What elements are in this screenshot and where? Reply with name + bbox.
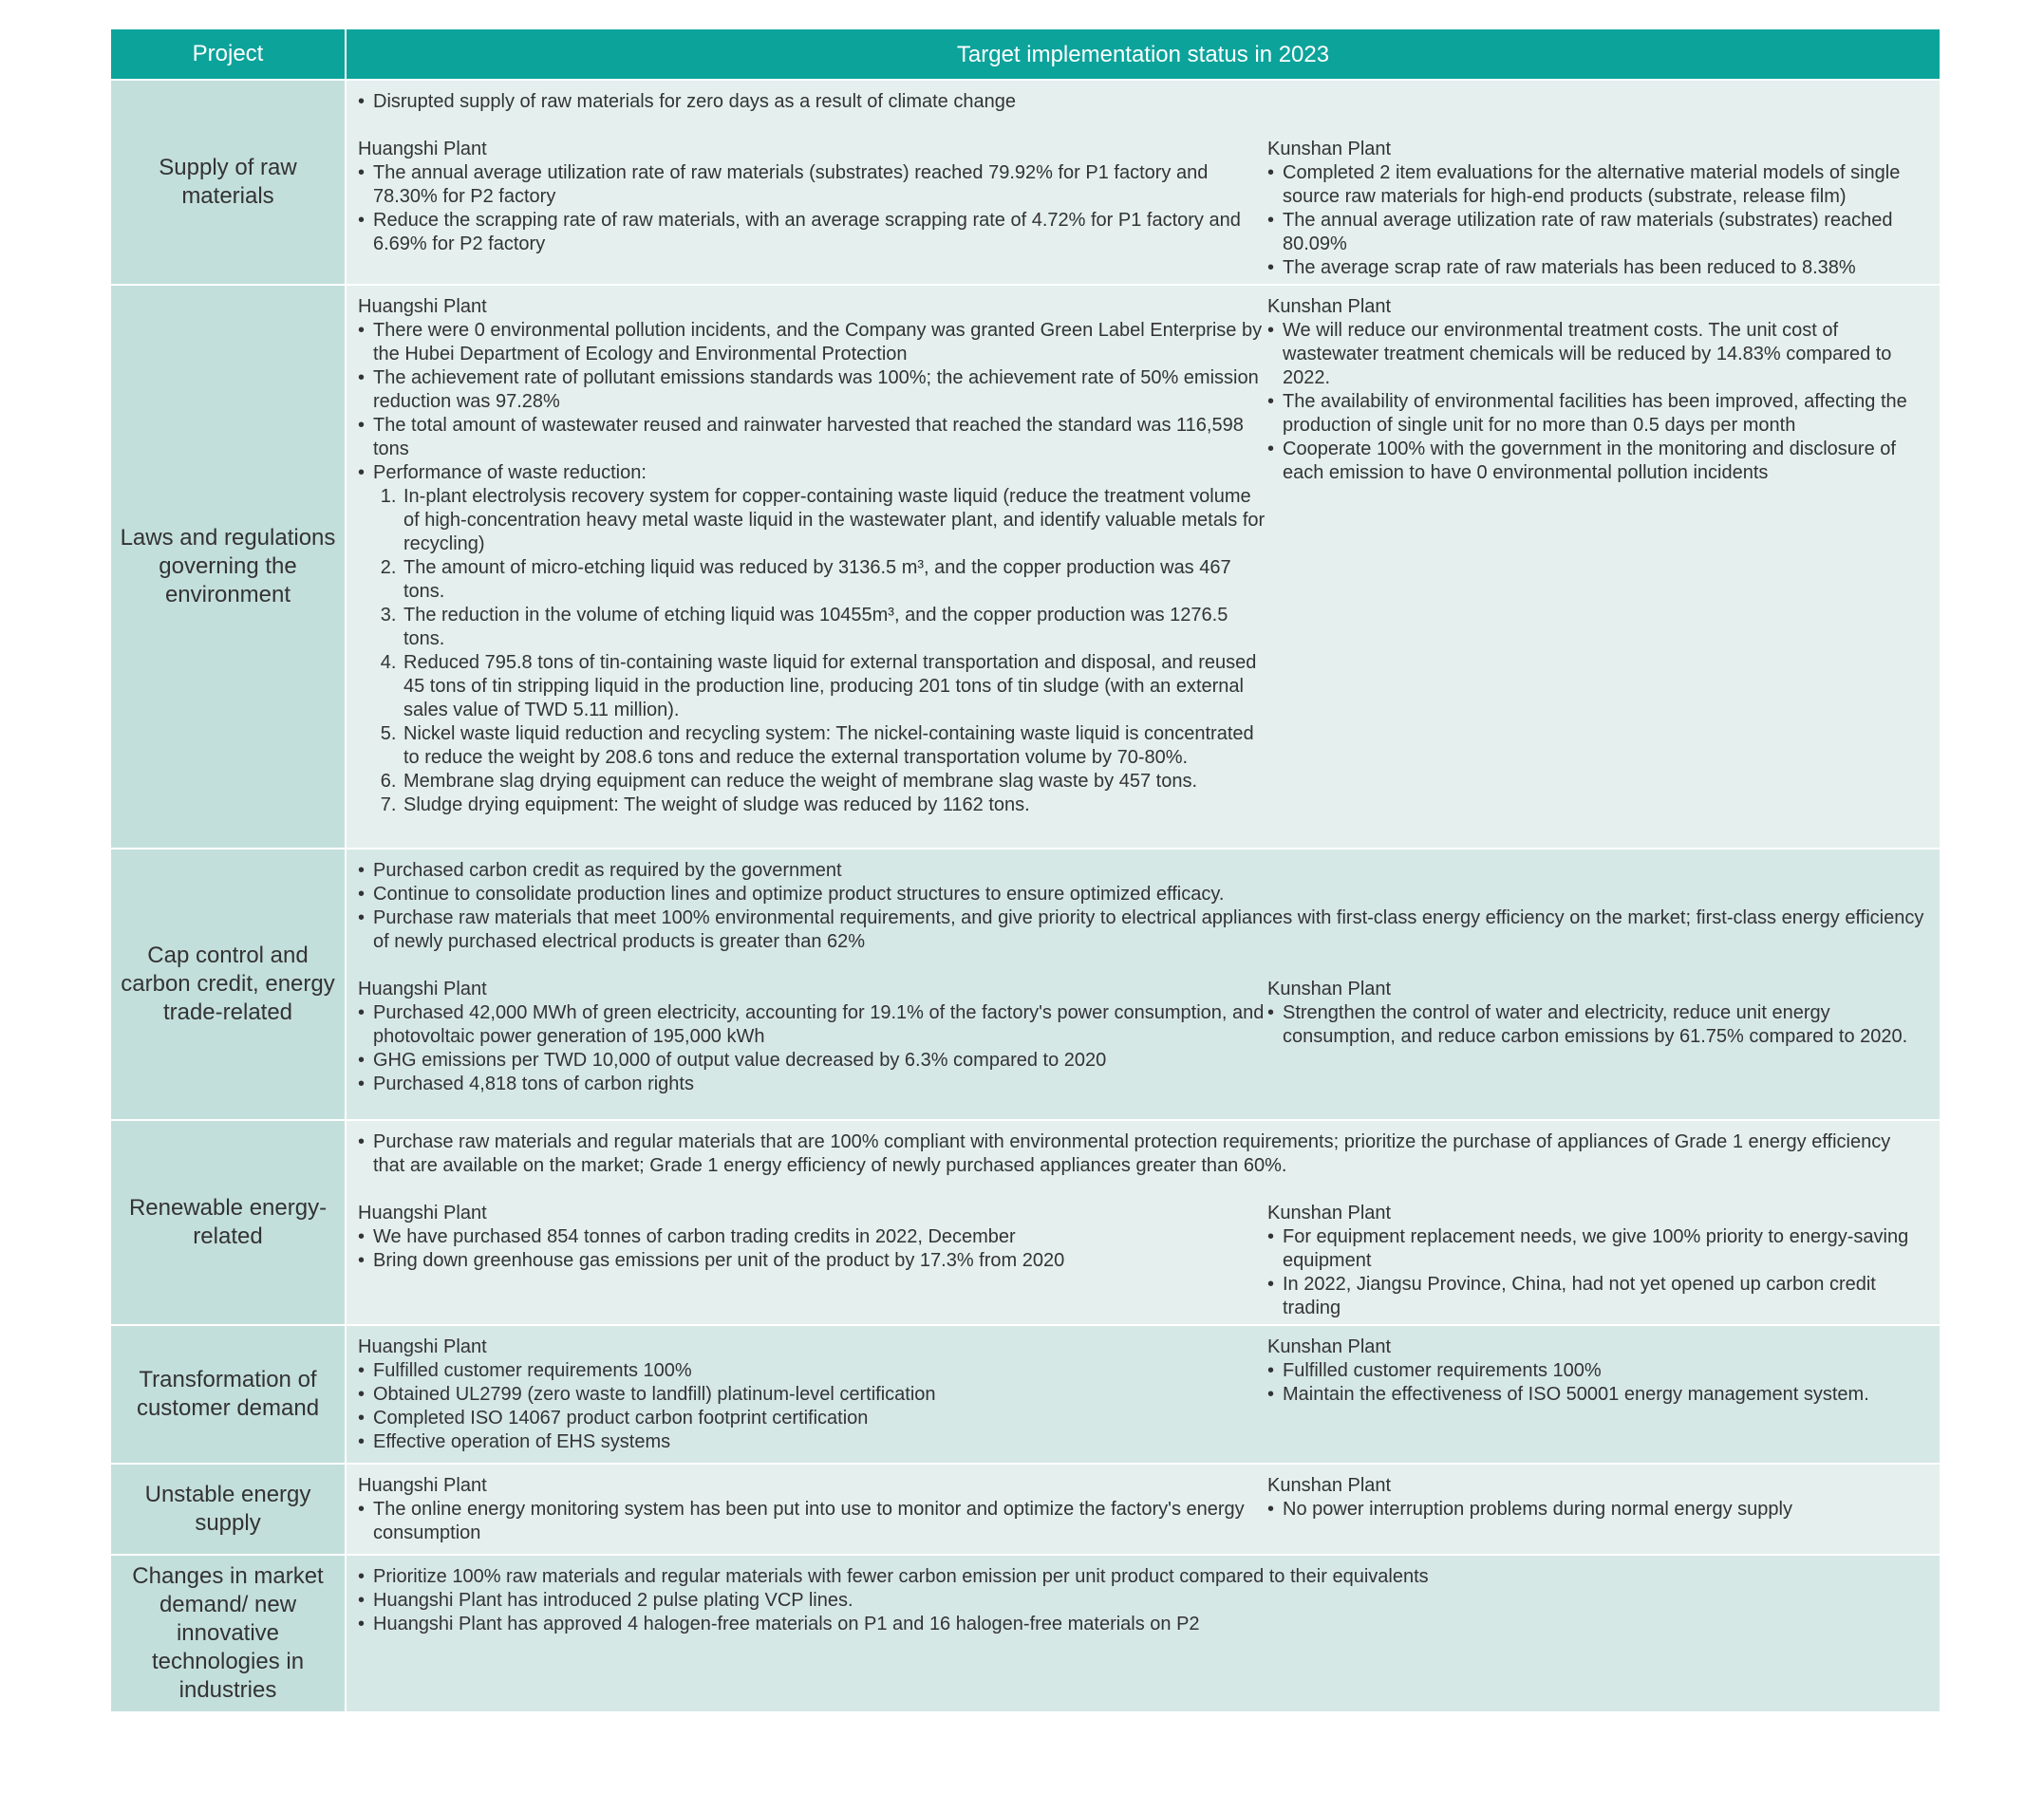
- list-item: • Purchased carbon credit as required by the government: [358, 859, 1926, 883]
- status-cell: [347, 1556, 1940, 1711]
- list-item: 7. Sludge drying equipment: The weight of sludge was reduced by 1162 tons.: [402, 794, 1267, 817]
- list-item: • Purchased 4,818 tons of carbon rights: [358, 1073, 1267, 1096]
- list-item: 3. The reduction in the volume of etching liquid was 10455m³, and the copper production was 1276.5 tons.: [402, 604, 1267, 651]
- project-cell: Changes in market demand/ new innovative technologies in industries: [111, 1556, 347, 1711]
- kunshan-column: [1267, 295, 1926, 817]
- list-item: • Maintain the effectiveness of ISO 50001 energy management system.: [1267, 1383, 1926, 1407]
- list-item: • Purchase raw materials and regular materials that are 100% compliant with environmental protection requirements; prioritize the purchase of appliances of Grade 1 energy efficiency that are available on the market; Grade 1 energy efficiency of newly purchased appliances greater than 60%.: [358, 1130, 1926, 1178]
- table-row-cap: [111, 848, 1940, 1119]
- status-cell: [347, 1121, 1940, 1324]
- list-item: • Purchased 42,000 MWh of green electricity, accounting for 19.1% of the factory's power consumption, and photovoltaic power generation of 195,000 kWh: [358, 1001, 1267, 1049]
- plant-label: Huangshi Plant: [358, 1336, 487, 1357]
- list-item: • Disrupted supply of raw materials for zero days as a result of climate change: [358, 90, 1926, 114]
- list-item: • In 2022, Jiangsu Province, China, had not yet opened up carbon credit trading: [1267, 1273, 1926, 1320]
- common-list: [358, 1565, 1926, 1636]
- plant-label: Kunshan Plant: [1267, 296, 1392, 317]
- table-row-laws: [111, 284, 1940, 848]
- table-row-transformation: [111, 1324, 1940, 1463]
- list-item: • Completed ISO 14067 product carbon footprint certification: [358, 1407, 1267, 1430]
- list-item: • Bring down greenhouse gas emissions per unit of the product by 17.3% from 2020: [358, 1249, 1267, 1273]
- plant-label: Huangshi Plant: [358, 139, 487, 159]
- kunshan-column: [1267, 1202, 1926, 1320]
- kunshan-column: [1267, 1335, 1926, 1454]
- huangshi-column: [358, 295, 1267, 817]
- list-item: • Prioritize 100% raw materials and regular materials with fewer carbon emission per unit product compared to their equivalents: [358, 1565, 1926, 1589]
- list-item: • There were 0 environmental pollution incidents, and the Company was granted Green Label Enterprise by the Hubei Department of Ecology and Environmental Protection: [358, 319, 1267, 366]
- waste-reduction-list: [358, 485, 1267, 817]
- list-item: • Huangshi Plant has introduced 2 pulse plating VCP lines.: [358, 1589, 1926, 1613]
- list-item: • Obtained UL2799 (zero waste to landfill) platinum-level certification: [358, 1383, 1267, 1407]
- status-cell: [347, 850, 1940, 1119]
- list-item: • We have purchased 854 tonnes of carbon trading credits in 2022, December: [358, 1225, 1267, 1249]
- project-cell: Transformation of customer demand: [111, 1326, 347, 1463]
- kunshan-column: [1267, 1474, 1926, 1545]
- list-item: • Continue to consolidate production lines and optimize product structures to ensure optimized efficacy.: [358, 883, 1926, 906]
- common-list: [358, 859, 1926, 954]
- list-item: • Cooperate 100% with the government in the monitoring and disclosure of each emission to have 0 environmental pollution incidents: [1267, 438, 1926, 485]
- common-list: [358, 90, 1926, 114]
- plant-label: Kunshan Plant: [1267, 1336, 1392, 1357]
- list-item: • Fulfilled customer requirements 100%: [358, 1359, 1267, 1383]
- list-item: • Effective operation of EHS systems: [358, 1430, 1267, 1454]
- list-item: • GHG emissions per TWD 10,000 of output value decreased by 6.3% compared to 2020: [358, 1049, 1267, 1073]
- list-item: • The total amount of wastewater reused and rainwater harvested that reached the standard was 116,598 tons: [358, 414, 1267, 461]
- list-item: 5. Nickel waste liquid reduction and recycling system: The nickel-containing waste liquid is concentrated to reduce the weight by 208.6 tons and reduce the external transportation volume by 70-80%.: [402, 722, 1267, 770]
- table-header: [111, 29, 1940, 79]
- list-item: • Reduce the scrapping rate of raw materials, with an average scrapping rate of 4.72% for P1 factory and 6.69% for P2 factory: [358, 209, 1267, 256]
- list-item: • The annual average utilization rate of raw materials (substrates) reached 79.92% for P1 factory and 78.30% for P2 factory: [358, 161, 1267, 209]
- header-status: Target implementation status in 2023: [347, 29, 1940, 79]
- list-item: • Huangshi Plant has approved 4 halogen-free materials on P1 and 16 halogen-free materials on P2: [358, 1613, 1926, 1636]
- plant-label: Kunshan Plant: [1267, 139, 1392, 159]
- plant-label: Huangshi Plant: [358, 979, 487, 999]
- list-item: 4. Reduced 795.8 tons of tin-containing waste liquid for external transportation and disposal, and reused 45 tons of tin stripping liquid in the production line, producing 201 tons of tin sludge (with an external sales value of TWD 5.11 million).: [402, 651, 1267, 722]
- status-cell: [347, 1465, 1940, 1554]
- project-cell: Laws and regulations governing the environment: [111, 286, 347, 848]
- plant-label: Kunshan Plant: [1267, 1475, 1392, 1496]
- list-item: • For equipment replacement needs, we give 100% priority to energy-saving equipment: [1267, 1225, 1926, 1273]
- huangshi-column: [358, 1202, 1267, 1320]
- list-item: • The annual average utilization rate of raw materials (substrates) reached 80.09%: [1267, 209, 1926, 256]
- list-item: • Strengthen the control of water and electricity, reduce unit energy consumption, and reduce carbon emissions by 61.75% compared to 2020.: [1267, 1001, 1926, 1049]
- list-item: • Fulfilled customer requirements 100%: [1267, 1359, 1926, 1383]
- list-item: • The achievement rate of pollutant emissions standards was 100%; the achievement rate of 50% emission reduction was 97.28%: [358, 366, 1267, 414]
- plant-label: Kunshan Plant: [1267, 979, 1392, 999]
- list-item: • Completed 2 item evaluations for the alternative material models of single source raw materials for high-end products (substrate, release film): [1267, 161, 1926, 209]
- table-row-supply: [111, 79, 1940, 284]
- list-item: 2. The amount of micro-etching liquid was reduced by 3136.5 m³, and the copper production was 467 tons.: [402, 556, 1267, 604]
- list-item: • Performance of waste reduction:: [358, 461, 1267, 485]
- kunshan-column: [1267, 978, 1926, 1096]
- header-project: Project: [111, 29, 347, 79]
- list-item: • The average scrap rate of raw materials has been reduced to 8.38%: [1267, 256, 1926, 280]
- status-cell: [347, 286, 1940, 848]
- target-status-table: [111, 29, 1940, 1711]
- plant-label: Huangshi Plant: [358, 1203, 487, 1223]
- status-cell: [347, 81, 1940, 284]
- huangshi-column: [358, 978, 1267, 1096]
- list-item: 1. In-plant electrolysis recovery system for copper-containing waste liquid (reduce the treatment volume of high-concentration heavy metal waste liquid in the wastewater plant, and identify valuable metals for recycling): [402, 485, 1267, 556]
- huangshi-column: [358, 1474, 1267, 1545]
- table-row-renewable: [111, 1119, 1940, 1324]
- list-item: • Purchase raw materials that meet 100% environmental requirements, and give priority to electrical appliances with first-class energy efficiency on the market; first-class energy efficiency of newly purchased electrical products is greater than 62%: [358, 906, 1926, 954]
- huangshi-column: [358, 138, 1267, 280]
- table-row-changes: [111, 1554, 1940, 1711]
- kunshan-column: [1267, 138, 1926, 280]
- huangshi-column: [358, 1335, 1267, 1454]
- project-cell: Cap control and carbon credit, energy trade-related: [111, 850, 347, 1119]
- plant-label: Huangshi Plant: [358, 1475, 487, 1496]
- list-item: 6. Membrane slag drying equipment can reduce the weight of membrane slag waste by 457 tons.: [402, 770, 1267, 794]
- plant-label: Huangshi Plant: [358, 296, 487, 317]
- project-cell: Unstable energy supply: [111, 1465, 347, 1554]
- plant-label: Kunshan Plant: [1267, 1203, 1392, 1223]
- project-cell: Supply of raw materials: [111, 81, 347, 284]
- list-item: • The online energy monitoring system has been put into use to monitor and optimize the factory's energy consumption: [358, 1498, 1267, 1545]
- list-item: • The availability of environmental facilities has been improved, affecting the production of single unit for no more than 0.5 days per month: [1267, 390, 1926, 438]
- common-list: [358, 1130, 1926, 1178]
- list-item: • No power interruption problems during normal energy supply: [1267, 1498, 1926, 1522]
- project-cell: Renewable energy-related: [111, 1121, 347, 1324]
- status-cell: [347, 1326, 1940, 1463]
- table-row-unstable: [111, 1463, 1940, 1554]
- list-item: • We will reduce our environmental treatment costs. The unit cost of wastewater treatment chemicals will be reduced by 14.83% compared to 2022.: [1267, 319, 1926, 390]
